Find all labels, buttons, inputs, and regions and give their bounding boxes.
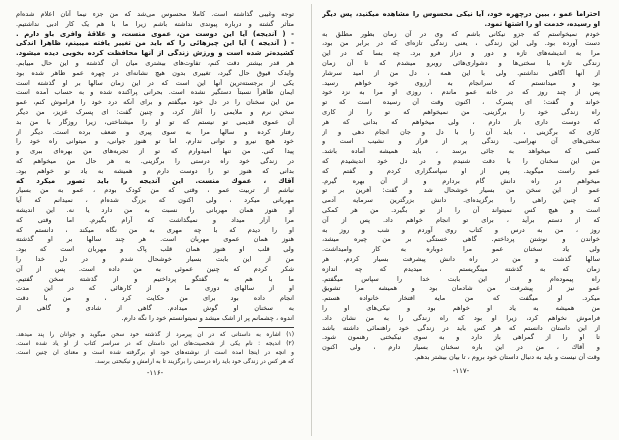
text-line: است و هیچ کس نمیتواند آن را از تو بگیرد. من هر کمکی [322,205,600,214]
text-line: هر قدر بیشتر دقت کنم، تفاوت‌های بیشتری میان آن گذشته و این حال مییابم. [16,58,294,67]
text-line: از این داستان دانستم که هر کس باید در زندگی خود راهنمائی داشته باشد [322,323,600,332]
text-line: ما با هم به گفتگو پرداختیم و از گذشته سخن گفتیم. [16,274,294,283]
text-line: وایدک قیوق حال گیرد، تغییری بدون هیچ نشانه‌ای در چهره عمو ظاهر شده بود [16,68,294,77]
text-line: راه پیموده‌ام و از این بابت خدا را سپاس میگفتم. [322,274,600,283]
text-line: ایمان ظاهراً نسبتاً دستگیر نشده است. بحرانی پراکنده شده و به حساب آمده است [16,88,294,97]
footnote-line: (۲) آندیجه : نام یکی از شخصیت‌های این داستان که در سراسر کتاب از او یاد شده است. [16,340,294,347]
text-line: احتراماً عمو ، ببین درچهره خود، آیا نیکی محسوس را مشاهده میکنید، پس دیگر [322,10,600,18]
text-line: وقت آن نیست و باید به دنبال داستان خود بروم ، تا بیان بیشتر بدهم. [414,352,600,361]
page-number-left: -۱۱۶- [146,368,164,377]
page-number-right: -۱۱۷- [452,366,470,375]
text-line: هنوز همان عموی مهربان است. هر چند سالها بر او گذشته [16,235,294,244]
text-line: عمو از این سخن من بسیار خوشحال شد و گفت: آفرین بر تو [322,186,600,195]
text-line: سالها گذشت و من در راه دانش پیشرفت بسیار کردم. هر [322,254,600,263]
text-line: میکرد. او میگفت که من مایه افتخار خانواده هستم. [322,294,600,303]
text-line: من این سخنان را با دقت شنیدم و در دل خود اندیشیدم که [322,156,600,165]
right-page [322,10,600,430]
text-line: کسی که میخواهد به جائی برسد ، باید همیشه آماده باشد. [322,147,600,156]
left-page-body [16,10,294,324]
text-line: مهربانی میکرد ، ولی اکنون که بزرگ شده‌ام ، نمیدانم که آیا [16,196,294,205]
text-line: که دوست داری باز دارم ، ولی میخواهم که بدانی که هر [322,117,600,126]
text-line: که از دستم برآید ، برای تو انجام خواهم داد. پس از آن [322,215,600,224]
text-line: او از سالهای دوری ما و از کارهائی که در این مدت [16,284,294,293]
text-line: شکر کردم که چنین عموئی به من داده است. پس از آن [16,264,294,273]
text-line: از آنها آگاهی نداشتم. ولی با این همه ، دل من از امید سرشار [322,68,600,77]
text-line: یکی از برجسته‌ترین آنها این است که در این زمان سالها بر او گذشته است [16,78,294,87]
text-line: در زندگی خود راه درستی را برگزینی. به هر حال من میخواهم که [16,156,294,165]
text-line: او رسیده، خدمت او را اشتها نمود. [484,19,600,28]
text-line: زمان که به گذشته مینگریستم ، میدیدم که چه اندازه [322,264,600,273]
footnote-separator [198,327,294,328]
text-line: خود هیچ نیرو و توانی ندارم. اما تو هنوز جوانی، و میتوانی راه خود را [16,137,294,146]
text-line: مرا آزار میداد و نمیگذاشت که آرام بگیرم. اما وقتی که [16,215,294,224]
text-line: کشیده‌تر شده است و ورزش زندگی از آنها محافظت کرده بخوبی دیده میشود. [16,49,294,58]
text-line: اندوه ، چشمانم پر از اشک میشد و نمیتوانستم خود را نگه دارم. [121,313,294,322]
text-line: انجام داده بود برای من حکایت کرد ، و من با دقت [16,294,294,303]
right-page-body [322,10,600,363]
text-line: به سخنان او گوش میدادم. گاهی از شادی و گاهی از [16,303,294,312]
text-line: سختی‌های آن نهراسی. زندگی پر از فراز و نشیب است و [322,137,600,146]
text-line: که چنین راهی را برگزیده‌ای. دانش بزرگترین سرمایه آدمی [322,196,600,205]
text-line: - ( آندیجه ) آیا این چیزهائی را که باید من تغییر یافته میبینم، ظاهراً اندکی [16,39,294,48]
text-line: من این سخنان را در دل خود میگفتم و برای آنکه درد خود را فراموش کنم، عمو [16,98,294,107]
footnote-line: (۱) اشاره به داستانی که در آن پیرمرد از گذشته خود سخن میگوید و جوانان را پند میدهد. [16,331,294,338]
text-line: و آقاك ، من در این باره سخنان بسیار دارم ، ولی اکنون [322,343,600,352]
footnote-line: و آنچه در اینجا آمده است از نوشته‌های خود او برگرفته شده است و معنای آن چنین است. [16,349,294,356]
text-line: زندگی تازه با سختی‌ها و دشواری‌هائی روبرو میشدم که تا آن زمان [322,58,600,67]
text-line: خودم نمیخواستم که جزو نیکانی باشم که وی در آن زمان بطور مطلق به [322,29,600,38]
text-line: او را دیدم که با چه مهری به من نگاه میکند ، دانستم که [16,225,294,234]
text-line: بود و میدانستم که سرانجام به آرزوی خود خواهم رسید. [322,78,600,87]
text-line: روز ، من به درس و کتاب روی آوردم و شب و روز به [322,225,600,234]
text-line: ولی قلب او هنوز همان قلب پاک و مهربان است که بود. [16,245,294,254]
text-line: توجه وغیبی گذاشته است. کاملا محسوس می‌شد که من جزء نیما آنان اعلام شده‌ام [16,10,294,18]
text-line: میخواهم در راه دانش گام بردارم و از آن بهره گیرم. [322,176,600,185]
text-line: آن عموی قدیمی تو نیستم که تو او را میشناختی، زیرا روزگار با من بد [16,117,294,126]
text-line: پیدا کنی. من تنها امیدوارم که تو از تجربه‌های من بهره‌ای ببری و [16,147,294,156]
text-line: من همیشه به یاد او خواهم بود و نیکی‌های او را [322,303,600,312]
left-page [16,10,294,430]
text-line: تا او را از گمراهی باز دارد و به سوی نیکبختی رهنمون شود. [322,333,600,342]
text-line: من از این بابت بسیار خوشحال شدم و در دل خدا را [16,254,294,263]
text-line: سخن نرم و ملایمی را آغاز کرد، و چنین گفت: ای پسرک عزیز، من دیگر [16,107,294,116]
text-line: نباشم از تربیت عمو ، وقتی که من کودک بودم ، عمو به من بسیار [16,186,294,195]
text-line: متأثر گشته و درباره پیوندی نداشته باشم زیرا ما با هم یک کار ادبی نداشتیم. [16,19,294,28]
text-line: آقاك ، عموك منست. این آندیجه را باید تصور میکرد که [16,176,294,185]
text-line: مرا به اندیشه‌های تازه و دور و دراز فرو برد. چه بسا که در این [322,49,600,58]
left-page-footnotes [16,331,294,367]
text-line: راه زندگی خود را برگزینی. من نمیخواهم که تو را از کاری [322,107,600,116]
text-line: دست آورده بود. ولی این زندگی ، یعنی زندگی تازه‌ای که در برابر من بود، [322,39,600,48]
text-line: بدانی که هنوز تو را دوست دارم و همیشه به یاد تو خواهم بود. [16,166,294,175]
text-line: رفتار کرده و سالها مرا به سوی پیری و ضعف برده است. دیگر از [16,127,294,136]
text-line: عمو راست میگوید. پس از او سپاسگزاری کردم و گفتم که [322,166,600,175]
text-line: او هنوز همان مهربانی را نسبت به من دارد یا نه. این اندیشه [16,205,294,214]
text-line: - ( آندیجه) آیا این دوست من، عموی منست، و علاقهٔ وافری باو دارم . [16,29,294,38]
text-line: فراموش نخواهم کرد، زیرا او بود که راه زندگی را به من نشان داد. [322,313,600,322]
book-gutter [311,4,312,436]
footnote-line: که هر کس در زندگی خود باید راه درستی را برگزیند تا به آرامش و نیکبختی برسد. [94,358,294,365]
text-line: خواندن و نوشتن پرداختم. گاهی خستگی بر من چیره میشد، [322,235,600,244]
text-line: پس از چند روز که در خانه عمو ماندم ، روزی او مرا به نزد خود [322,88,600,97]
text-line: عمو نیز از پیشرفت من شادمان بود و همیشه مرا تشویق [322,284,600,293]
text-line: ولی یاد سخنان عمو مرا دوباره به کار وامیداشت. [322,245,600,254]
text-line: کاری که برگزینی ، باید آن را با دل و جان انجام دهی و از [322,127,600,136]
text-line: خواند و گفت: ای پسرک ، اکنون وقت آن رسیده است که تو [322,98,600,107]
